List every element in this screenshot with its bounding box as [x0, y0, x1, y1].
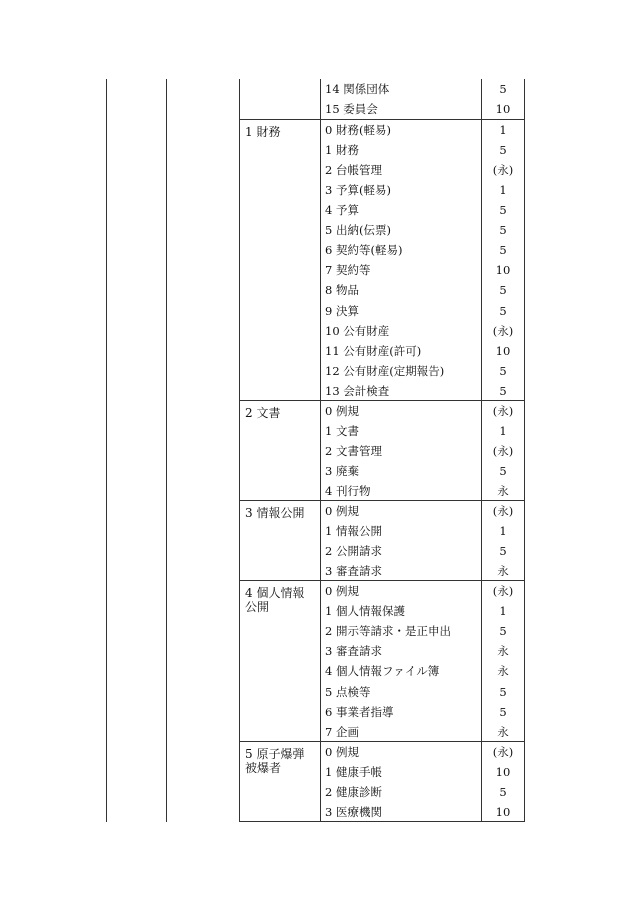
- retention-years: (永): [492, 403, 514, 418]
- retention-years: 5: [499, 303, 507, 318]
- section-label: 5 原子爆弾被爆者: [245, 746, 305, 775]
- table-row: [239, 381, 525, 401]
- retention-years: 5: [499, 544, 507, 559]
- retention-years: (永): [492, 744, 514, 759]
- retention-years: 1: [499, 123, 507, 138]
- table-row: [239, 722, 525, 742]
- table-row: [239, 481, 525, 501]
- item-title: 3 審査請求: [325, 564, 382, 579]
- table-row: [239, 260, 525, 280]
- retention-years: 5: [499, 223, 507, 238]
- table-section: [239, 580, 525, 741]
- table-row: [239, 140, 525, 160]
- table-row: [239, 280, 525, 300]
- table-section: [239, 500, 525, 581]
- table-row: [239, 541, 525, 561]
- table-row: [239, 762, 525, 782]
- retention-years: 5: [499, 463, 507, 478]
- table-row: [239, 421, 525, 441]
- item-title: 7 契約等: [325, 263, 371, 278]
- retention-years: 1: [499, 524, 507, 539]
- table-row: [239, 301, 525, 321]
- retention-years: (永): [492, 443, 514, 458]
- table-row: [239, 802, 525, 822]
- section-label: 1 財務: [245, 125, 281, 140]
- item-title: 4 刊行物: [325, 483, 371, 498]
- retention-years: (永): [492, 504, 514, 519]
- table-section: [239, 119, 525, 401]
- retention-years: 永: [497, 483, 509, 498]
- retention-years: 5: [499, 363, 507, 378]
- table-row: [239, 99, 525, 119]
- table-row: [239, 160, 525, 180]
- table-row: [239, 581, 525, 601]
- table-row: [239, 661, 525, 681]
- item-title: 9 決算: [325, 303, 359, 318]
- item-title: 1 文書: [325, 423, 359, 438]
- table-row: [239, 79, 525, 99]
- item-title: 11 公有財産(許可): [325, 343, 422, 358]
- table-row: [239, 682, 525, 702]
- item-title: 12 公有財産(定期報告): [325, 363, 445, 378]
- column-line: [166, 79, 167, 822]
- table-row: [239, 742, 525, 762]
- item-title: 0 例規: [325, 584, 359, 599]
- item-title: 0 例規: [325, 403, 359, 418]
- table-row: [239, 341, 525, 361]
- retention-years: (永): [492, 584, 514, 599]
- retention-years: 5: [499, 143, 507, 158]
- item-title: 13 会計検査: [325, 383, 390, 398]
- item-title: 6 契約等(軽易): [325, 243, 403, 258]
- table-row: [239, 702, 525, 722]
- table-row: [239, 521, 525, 541]
- retention-years: 5: [499, 784, 507, 799]
- item-title: 3 予算(軽易): [325, 183, 391, 198]
- retention-years: 1: [499, 423, 507, 438]
- item-title: 2 公開請求: [325, 544, 382, 559]
- table-bottom-border: [239, 821, 525, 822]
- item-title: 5 点検等: [325, 684, 371, 699]
- retention-years: 10: [495, 804, 511, 819]
- retention-years: 永: [497, 664, 509, 679]
- table-row: [239, 441, 525, 461]
- retention-years: 5: [499, 383, 507, 398]
- table-section: [239, 400, 525, 501]
- item-title: 15 委員会: [325, 102, 378, 117]
- table-row: [239, 621, 525, 641]
- table-row: [239, 782, 525, 802]
- table-row: [239, 200, 525, 220]
- item-title: 4 予算: [325, 203, 359, 218]
- retention-years: 永: [497, 724, 509, 739]
- retention-years: (永): [492, 323, 514, 338]
- table-row: [239, 120, 525, 140]
- item-title: 1 個人情報保護: [325, 604, 405, 619]
- item-title: 3 医療機関: [325, 804, 382, 819]
- table-row: [239, 180, 525, 200]
- table-row: [239, 321, 525, 341]
- retention-years: 10: [495, 764, 511, 779]
- item-title: 8 物品: [325, 283, 359, 298]
- item-title: 6 事業者指導: [325, 704, 394, 719]
- column-line: [106, 79, 107, 822]
- item-title: 7 企画: [325, 724, 359, 739]
- retention-years: (永): [492, 163, 514, 178]
- item-title: 1 情報公開: [325, 524, 382, 539]
- table-section: [239, 741, 525, 822]
- retention-years: 5: [499, 624, 507, 639]
- retention-years: 1: [499, 604, 507, 619]
- table-row: [239, 220, 525, 240]
- table-section: [239, 79, 525, 119]
- item-title: 0 例規: [325, 504, 359, 519]
- retention-years: 永: [497, 644, 509, 659]
- section-label: 2 文書: [245, 405, 281, 420]
- item-title: 0 例規: [325, 744, 359, 759]
- retention-years: 1: [499, 183, 507, 198]
- retention-years: 5: [499, 82, 507, 96]
- item-title: 4 個人情報ファイル簿: [325, 664, 440, 679]
- item-title: 10 公有財産: [325, 323, 390, 338]
- table-row: [239, 561, 525, 581]
- item-title: 1 健康手帳: [325, 764, 382, 779]
- section-label: 4 個人情報公開: [245, 586, 305, 615]
- item-title: 0 財務(軽易): [325, 123, 391, 138]
- retention-years: 5: [499, 243, 507, 258]
- retention-years: 10: [495, 102, 511, 117]
- table-row: [239, 501, 525, 521]
- table-row: [239, 601, 525, 621]
- retention-years: 5: [499, 704, 507, 719]
- item-title: 1 財務: [325, 143, 359, 158]
- retention-years: 5: [499, 684, 507, 699]
- item-title: 5 出納(伝票): [325, 223, 391, 238]
- retention-years: 永: [497, 564, 509, 579]
- table-row: [239, 361, 525, 381]
- retention-years: 10: [495, 343, 511, 358]
- table-row: [239, 641, 525, 661]
- retention-years: 5: [499, 283, 507, 298]
- item-title: 3 廃棄: [325, 463, 359, 478]
- table-row: [239, 401, 525, 421]
- item-title: 2 台帳管理: [325, 163, 382, 178]
- item-title: 2 開示等請求・是正申出: [325, 624, 451, 639]
- item-title: 2 健康診断: [325, 784, 382, 799]
- table-row: [239, 461, 525, 481]
- retention-years: 5: [499, 203, 507, 218]
- item-title: 2 文書管理: [325, 443, 382, 458]
- table-row: [239, 240, 525, 260]
- section-label: 3 情報公開: [245, 506, 305, 521]
- item-title: 3 審査請求: [325, 644, 382, 659]
- item-title: 14 関係団体: [325, 82, 390, 96]
- retention-years: 10: [495, 263, 511, 278]
